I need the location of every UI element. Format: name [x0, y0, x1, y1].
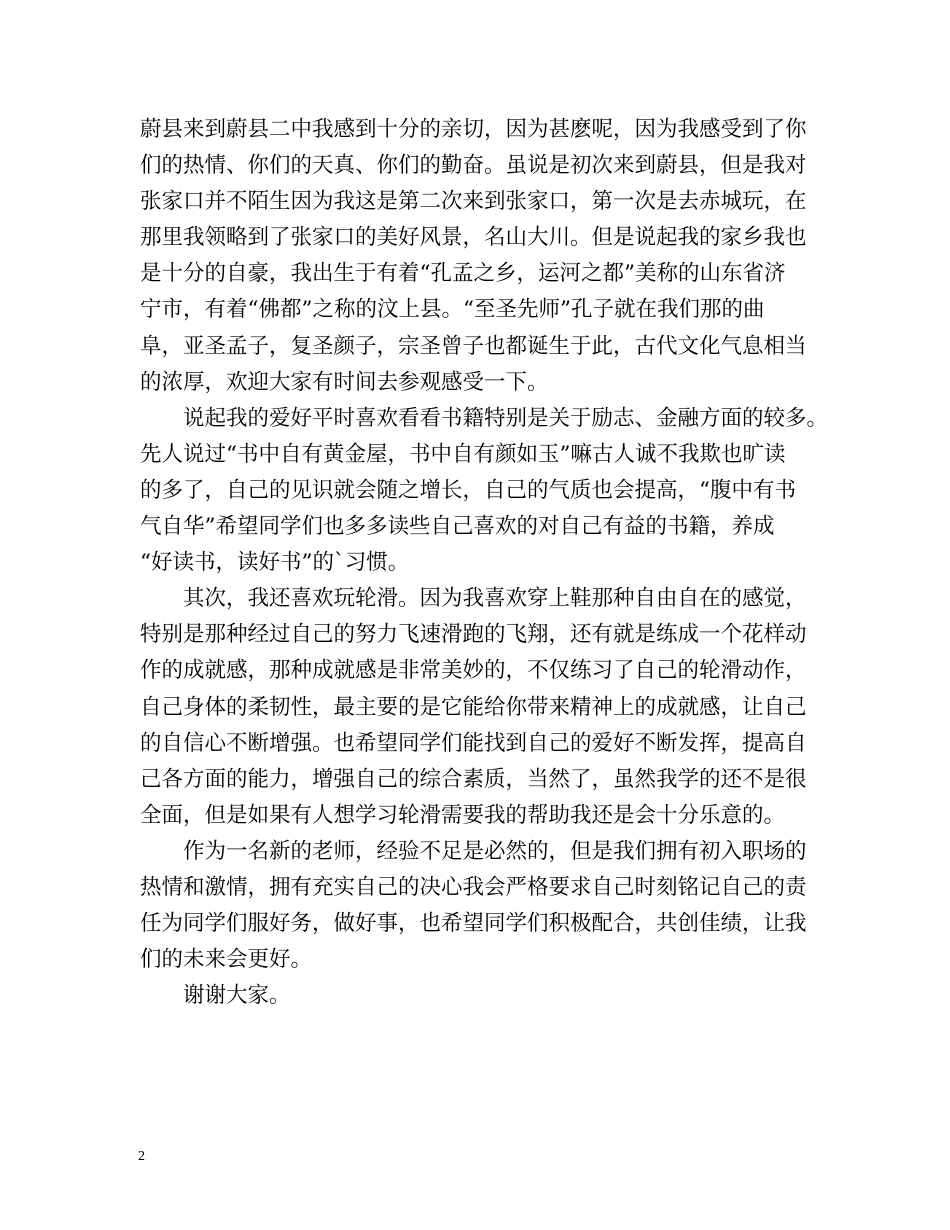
text-line: 的浓厚，欢迎大家有时间去参观感受一下。 [140, 369, 549, 395]
text-line: 气自华”希望同学们也多多读些自己喜欢的对自己有益的书籍，养成 [140, 514, 775, 540]
text-line: 的多了，自己的见识就会随之增长，自己的气质也会提高，“腹中有书 [140, 477, 796, 503]
text-line: 己各方面的能力，增强自己的综合素质，当然了，虽然我学的还不是很 [140, 766, 807, 792]
text-line: 谢谢大家。 [183, 983, 291, 1009]
text-line: 其次，我还喜欢玩轮滑。因为我喜欢穿上鞋那种自由自在的感觉， [183, 586, 807, 612]
text-line: 任为同学们服好务，做好事，也希望同学们积极配合，共创佳绩，让我 [140, 911, 807, 937]
text-line: 那里我领略到了张家口的美好风景，名山大川。但是说起我的家乡我也 [140, 225, 807, 251]
text-line: 们的未来会更好。 [140, 947, 313, 973]
body-text [140, 112, 829, 1014]
text-line: 全面，但是如果有人想学习轮滑需要我的帮助我还是会十分乐意的。 [140, 802, 786, 828]
text-line: 们的热情、你们的天真、你们的勤奋。虽说是初次来到蔚县，但是我对 [140, 153, 807, 179]
text-line: 先人说过“书中自有黄金屋，书中自有颜如玉”嘛古人诚不我欺也旷读 [140, 441, 786, 467]
text-line: 宁市，有着“佛都”之称的汶上县。“至圣先师”孔子就在我们那的曲 [140, 297, 765, 323]
text-line: 作的成就感，那种成就感是非常美妙的，不仅练习了自己的轮滑动作， [140, 658, 807, 684]
text-line: 是十分的自豪，我出生于有着“孔孟之乡，运河之都”美称的山东省济 [140, 261, 786, 287]
text-line: 特别是那种经过自己的努力飞速滑跑的飞翔，还有就是练成一个花样动 [140, 622, 807, 648]
text-line: 说起我的爱好平时喜欢看看书籍特别是关于励志、金融方面的较多。 [183, 405, 829, 431]
text-line: 的自信心不断增强。也希望同学们能找到自己的爱好不断发挥，提高自 [140, 730, 807, 756]
text-line: 自己身体的柔韧性，最主要的是它能给你带来精神上的成就感，让自己 [140, 694, 807, 720]
text-line: 阜，亚圣孟子，复圣颜子，宗圣曾子也都诞生于此，古代文化气息相当 [140, 333, 807, 359]
page-number: 2 [138, 1149, 145, 1164]
text-line: 蔚县来到蔚县二中我感到十分的亲切，因为甚麽呢，因为我感受到了你 [140, 117, 807, 142]
text-line: 热情和激情，拥有充实自己的决心我会严格要求自己时刻铭记自己的责 [140, 874, 807, 900]
text-line: “好读书，读好书”的`习惯。 [140, 550, 410, 576]
text-line: 作为一名新的老师，经验不足是必然的，但是我们拥有初入职场的 [183, 838, 807, 864]
text-line: 张家口并不陌生因为我这是第二次来到张家口，第一次是去赤城玩，在 [140, 189, 807, 215]
